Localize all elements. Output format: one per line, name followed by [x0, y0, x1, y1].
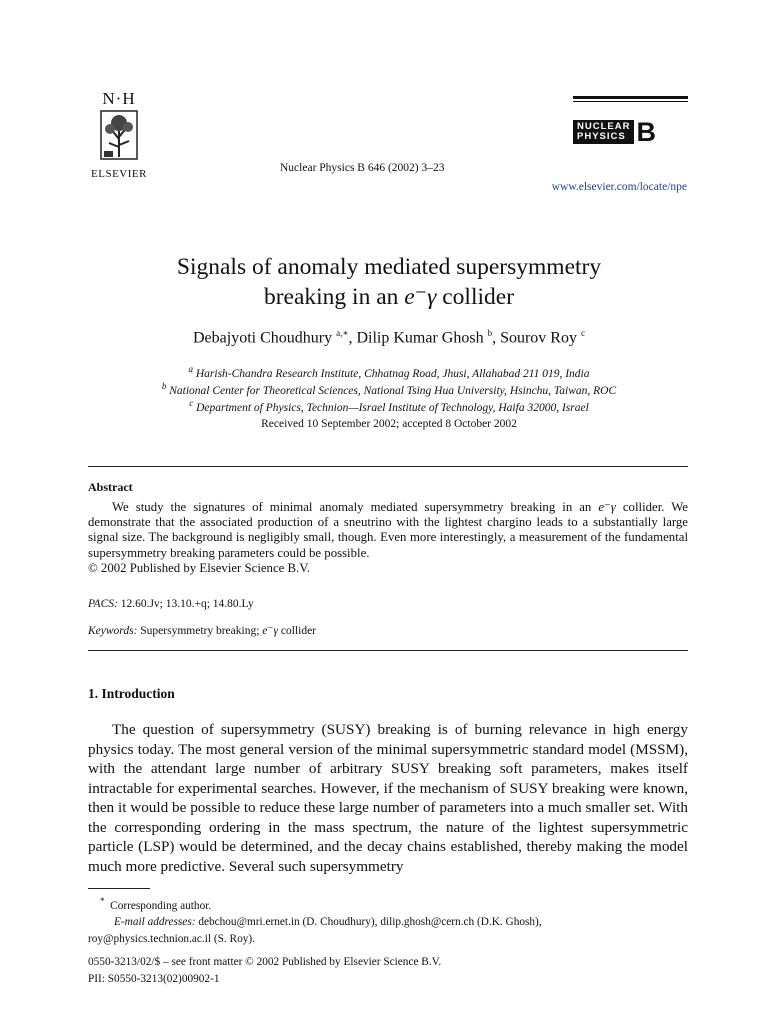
title-line-2-post: collider [436, 284, 515, 310]
author-name: Sourov Roy [500, 329, 577, 347]
abstract-copyright: © 2002 Published by Elsevier Science B.V. [88, 560, 311, 575]
journal-logo [573, 96, 688, 147]
keywords-value-post: collider [278, 625, 317, 637]
affiliation-mark: b [161, 381, 167, 391]
footnote-rule [88, 888, 150, 889]
affiliation-text: National Center for Theoretical Sciences, National Tsing Hua University, Hsinchu, Taiwan, ROC [169, 384, 617, 397]
footnote-corresponding [88, 893, 688, 914]
pacs-line [88, 598, 254, 610]
email-line-1: debchou@mri.ernet.in (D. Choudhury), dilip.ghosh@cern.ch (D.K. Ghosh), [198, 916, 542, 929]
logo-rule-top [573, 96, 688, 99]
journal-reference: Nuclear Physics B 646 (2002) 3–23 [280, 162, 445, 174]
abstract-text [88, 500, 688, 561]
pacs-value: 12.60.Jv; 13.10.+q; 14.80.Ly [120, 598, 254, 610]
paper-title [80, 252, 698, 312]
author-name: Debajyoti Choudhury [193, 329, 333, 347]
email-label: E-mail addresses: [114, 916, 196, 929]
title-line-1: Signals of anomaly mediated supersymmetry [176, 254, 602, 280]
abstract-text-pre: We study the signatures of minimal anomaly mediated supersymmetry breaking in an [112, 500, 599, 514]
author-name: Dilip Kumar Ghosh [356, 329, 484, 347]
affiliation [80, 364, 698, 380]
journal-logo-text [573, 120, 634, 144]
footnote-mark: * [100, 896, 105, 906]
footnote-emails [88, 914, 688, 931]
affiliation [80, 398, 698, 414]
logo-letter: B [636, 117, 656, 147]
publisher-mark: N·H [102, 89, 136, 108]
logo-rule-thin [573, 101, 688, 102]
affiliation-mark: c [189, 398, 194, 408]
footnote-corresponding-text: Corresponding author. [110, 899, 212, 912]
divider [88, 466, 688, 467]
issn-line: 0550-3213/02/$ – see front matter © 2002 Published by Elsevier Science B.V. [88, 956, 442, 968]
pacs-label: PACS: [88, 598, 118, 610]
author-aff: b [487, 328, 493, 338]
title-line-2 [80, 282, 698, 312]
section-heading: 1. Introduction [88, 686, 175, 701]
logo-word-physics: PHYSICS [577, 131, 626, 142]
logo-word-nuclear: NUCLEAR [577, 121, 631, 132]
abstract-heading: Abstract [88, 480, 133, 494]
pii-line: PII: S0550-3213(02)00902-1 [88, 972, 220, 985]
keywords-line [88, 623, 316, 637]
front-matter [88, 954, 441, 987]
publisher-logo [88, 90, 150, 180]
affiliation [80, 381, 698, 397]
title-math: e⁻γ [404, 284, 437, 310]
affiliation-text: Harish-Chandra Research Institute, Chhatnag Road, Jhusi, Allahabad 211 019, India [195, 367, 590, 380]
journal-url-link[interactable]: www.elsevier.com/locate/npe [551, 181, 687, 193]
keywords-value-pre: Supersymmetry breaking; [140, 625, 263, 637]
email-line-2: roy@physics.technion.ac.il (S. Roy). [88, 932, 255, 945]
publisher-name: ELSEVIER [91, 168, 147, 180]
journal-logo-mark [573, 117, 688, 147]
divider [88, 650, 688, 651]
keywords-math: e⁻γ [262, 625, 279, 637]
author-aff: c [580, 328, 585, 338]
affiliation-text: Department of Physics, Technion—Israel Institute of Technology, Haifa 32000, Israel [196, 401, 589, 414]
footnote [88, 893, 688, 947]
section-body: The question of supersymmetry (SUSY) breaking is of burning relevance in high energy physics today. The most general version of the minimal supersymmetric standard model (MSSM), with the attendant large number of arbitrary SUSY breaking soft parameters, makes itself intractable for experimental searches. However, if the mechanism of SUSY breaking were known, then it would be possible to reduce these large number of parameters into a much smaller set. With the corresponding ordering in the mass spectrum, the nature of the lightest supersymmetric particle (LSP) would be determined, and the decay chains established, thereby making the model much more predictive. Several such supersymmetry [88, 721, 688, 875]
abstract-text-post: collider. We demonstrate that the associated production of a sneutrino with the lightest chargino leads to a substantially large signal size. The background is negligibly small, though. Even more interestingly, a measurement of the fundamental supersymmetry breaking parameters could be possible. [88, 500, 688, 560]
author-list: Debajyoti Choudhury $^{a,∗}$, Dilip Kumar Ghosh $^b$, Sourov Roy $^c$ [193, 328, 585, 347]
affiliation-mark: a [188, 364, 193, 374]
abstract-math: e⁻γ [598, 500, 616, 514]
author-aff: a,∗ [336, 328, 349, 338]
abstract-body [88, 500, 688, 576]
title-line-2-pre: breaking in an [263, 284, 405, 310]
elsevier-tree-icon [99, 109, 139, 161]
received-dates: Received 10 September 2002; accepted 8 October 2002 [261, 418, 517, 430]
keywords-label: Keywords: [88, 625, 138, 637]
